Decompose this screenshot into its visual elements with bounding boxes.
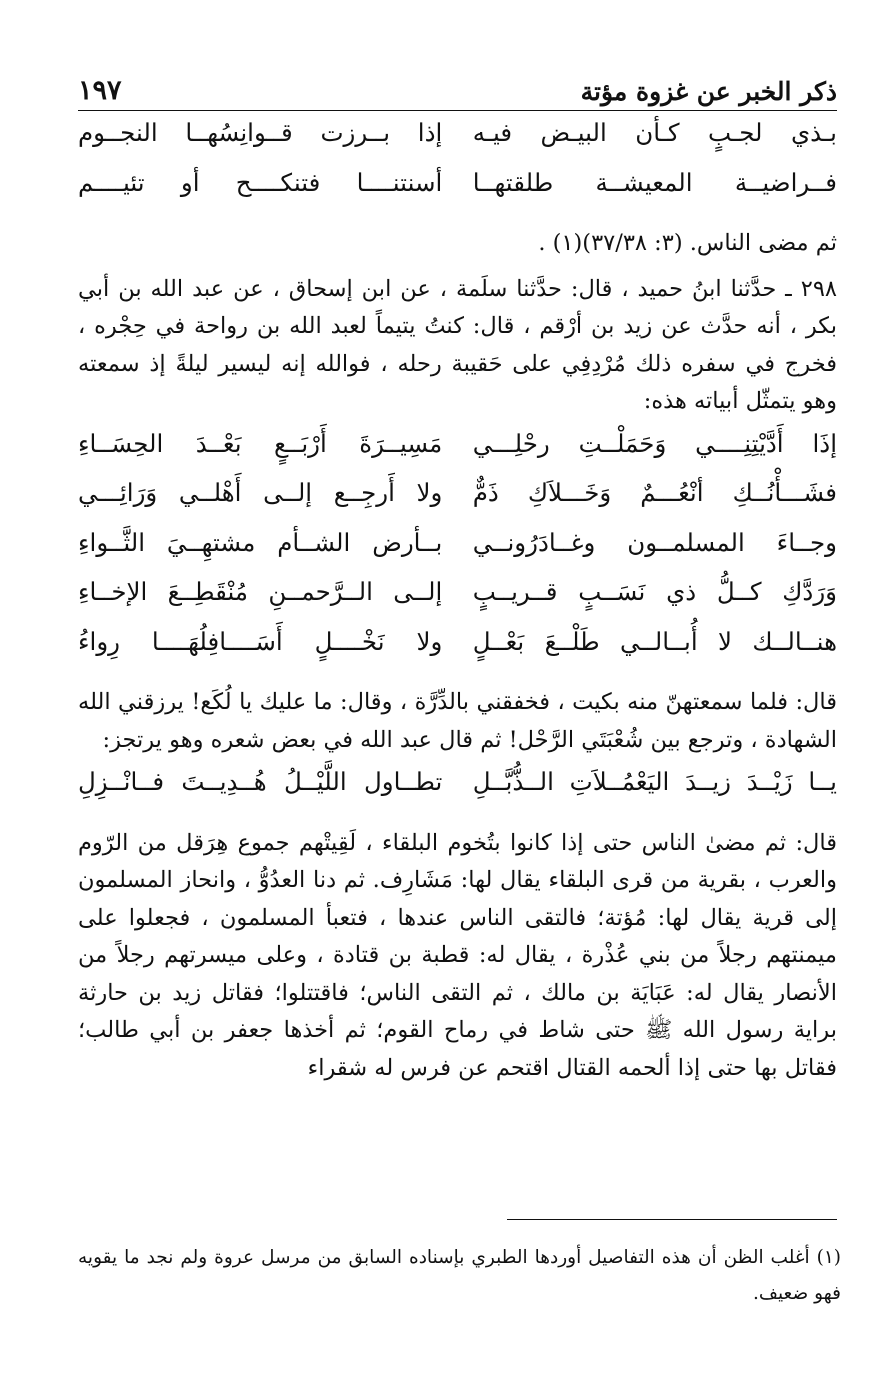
verse-second-hemistich: أسنتنــــا فتنكــــح أو تئيــــم <box>78 167 443 197</box>
verse-second-hemistich: إلــى الــرَّحمــنِ مُنْقَطِــعَ الإخــاءِ <box>78 577 443 606</box>
verse-line <box>78 478 837 528</box>
verse-first-hemistich: وجــاءَ المسلمــون وغــادَرُونــي <box>472 527 837 557</box>
verse-first-hemistich: إذَا أَدَّيْتِنِــــي وَحَمَلْــتِ رحْلِـــي <box>472 428 837 458</box>
verse-first-hemistich: فــراضيــة المعيشــة طلقتهــا <box>472 167 837 197</box>
narrative-paragraph: قال: فلما سمعتهنّ منه بكيت ، فخفقني بالدِّرَّة ، وقال: ما عليك يا لُكَع! يرزقني الله الشهادة ، وترجع بين شُعْبَتَي الرَّحْل! ثم قال عبد الله في بعض شعره وهو يرتجز: <box>78 689 837 753</box>
verse-line <box>78 118 837 168</box>
footnote-divider <box>507 1219 837 1220</box>
page-number: ١٩٧ <box>78 75 122 106</box>
verse-line <box>78 627 837 677</box>
running-title: ذكر الخبر عن غزوة مؤتة <box>580 77 837 106</box>
verse-first-hemistich: فشَـــأْنُــكِ أنْعُـــمٌ وَخَـــلاَكِ ذَمٌّ <box>472 478 837 507</box>
footnote: (١) أغلب الظن أن هذه التفاصيل أوردها الطبري بإسناده السابق من مرسل عروة ولم نجد ما يقويه فهو ضعيف. <box>78 1247 841 1304</box>
hadith-298-paragraph: ٢٩٨ ـ حدَّثنا ابنُ حميد ، قال: حدَّثنا سلَمة ، عن ابن إسحاق ، عن عبد الله بن أبي بكر ، أنه حدَّث عن زيد بن أرْقم ، قال: كنتُ يتيماً لعبد الله بن رواحة في حِجْره ، فخرج في سفره ذلك مُرْدِفِي على حَقيبة رحله ، فوالله إنه ليسير ليلةً إذ سمعته وهو يتمثّل أبياته هذه: <box>78 275 837 414</box>
verse-line <box>78 577 837 627</box>
page-body <box>78 118 837 1087</box>
verse-second-hemistich: بــأرض الشــأم مشتهِــيَ الثَّــواءِ <box>78 527 443 557</box>
verse-first-hemistich: وَرَدَّكِ كــلُّ ذي نَسَــبٍ قــريــبٍ <box>472 577 837 606</box>
page-header <box>78 62 837 111</box>
verse-line <box>78 528 837 578</box>
verse-second-hemistich: إذا بــرزت قــوانِسُهــا النجــوم <box>78 118 443 147</box>
verse-line <box>78 168 837 218</box>
narrative-paragraph: قال: ثم مضىٰ الناس حتى إذا كانوا بتُخوم البلقاء ، لَقِيتْهم جموع هِرَقل من الرّوم والعرب ، بقرية من قرى البلقاء يقال لها: مَشَارِف. ثم دنا العدُوُّ ، وانحاز المسلمون إلى قرية يقال لها: مُؤتة؛ فالتقى الناس عندها ، فتعبأ المسلمون ، فجعلوا على ميمنتهم رجلاً من بني عُذْرة ، يقال له: قطبة بن قتادة ، وعلى ميسرتهم رجلاً من الأنصار يقال له: عَبَايَة بن مالك ، ثم التقى الناس؛ فاقتتلوا؛ فقاتل زيد بن حارثة براية رسول الله ﷺ حتى شاط في رماح القوم؛ ثم أخذها جعفر بن أبي طالب؛ فقاتل بها حتى إذا ألحمه القتال اقتحم عن فرس له شقراء <box>78 829 837 1081</box>
verse-second-hemistich: تطــاول اللَّيْــلُ هُــدِيــتَ فــانْــزِلِ <box>78 767 443 796</box>
verse-first-hemistich: هنــالــك لا أُبــالــي طَلْــعَ بَعْــلٍ <box>472 626 837 656</box>
verse-second-hemistich: مَسِيــرَةَ أَرْبَــعٍ بَعْــدَ الحِسَــاءِ <box>78 428 443 458</box>
narrative-paragraph: ثم مضى الناس. (٣: ٣٧/٣٨)(١) . <box>538 230 837 256</box>
verse-line <box>78 767 837 817</box>
verse-first-hemistich: بـذي لجـبٍ كـأن البيـض فيـه <box>472 118 837 147</box>
verse-second-hemistich: ولا أَرجِــع إلــى أَهْلــي وَرَائِـــي <box>78 478 443 507</box>
verse-line <box>78 429 837 479</box>
verse-first-hemistich: يــا زَيْــدَ زيــدَ اليَعْمُــلاَتِ الــذُّبَّــلِ <box>472 767 837 796</box>
verse-second-hemistich: ولا نَخْــــلٍ أَسَــــافِلُهَــــا رِواءُ <box>78 626 443 656</box>
